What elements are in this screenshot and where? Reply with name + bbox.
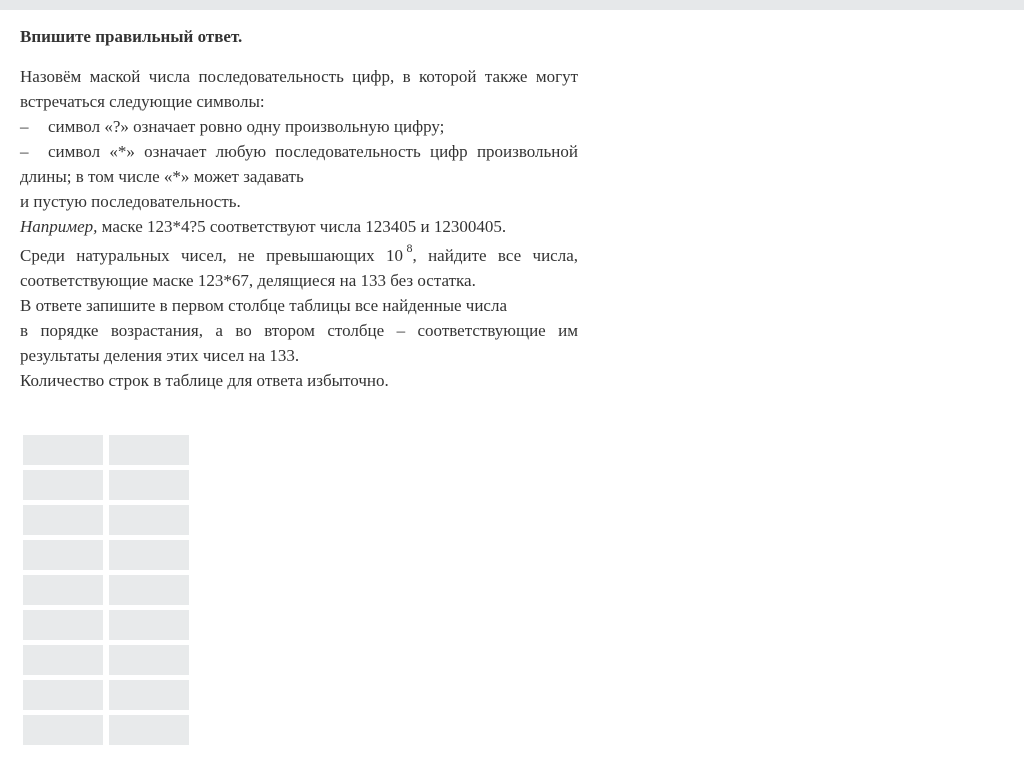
answer-row <box>23 680 189 710</box>
answer-number-input[interactable] <box>23 645 103 675</box>
answer-cell <box>106 680 189 710</box>
top-bar <box>0 0 1024 10</box>
answer-number-input[interactable] <box>23 505 103 535</box>
task-instruction: Впишите правильный ответ. <box>20 27 243 46</box>
example-text: маске 123*4?5 соответствуют числа 123405 и 12300405. <box>97 217 507 236</box>
bullet-1 <box>20 114 578 139</box>
answer-quotient-input[interactable] <box>109 680 189 710</box>
answer-quotient-input[interactable] <box>109 505 189 535</box>
answer-cell <box>23 540 103 570</box>
answer-row <box>23 470 189 500</box>
para2-line1 <box>20 243 578 268</box>
answer-cell <box>106 645 189 675</box>
para2-text-b: , найдите все числа, <box>412 246 578 265</box>
para3-line2: в порядке возрастания, а во втором столбце – соответствующие им <box>20 321 578 340</box>
example-line <box>20 214 578 239</box>
answer-row <box>23 435 189 465</box>
answer-table-body <box>23 435 189 745</box>
answer-number-input[interactable] <box>23 435 103 465</box>
answer-row <box>23 575 189 605</box>
bullet-2-line3: и пустую последовательность. <box>20 192 241 211</box>
answer-number-input[interactable] <box>23 610 103 640</box>
bullet-2-text: символ «*» означает любую последовательность цифр произвольной <box>48 142 578 161</box>
example-italic: Например, <box>20 217 98 236</box>
answer-cell <box>23 435 103 465</box>
answer-quotient-input[interactable] <box>109 435 189 465</box>
para2-line2: соответствующие маске 123*67, делящиеся на 133 без остатка. <box>20 271 476 290</box>
bullet-dash: – <box>20 117 29 136</box>
answer-cell <box>106 575 189 605</box>
para3-line1: В ответе запишите в первом столбце таблицы все найденные числа <box>20 296 508 315</box>
answer-cell <box>106 505 189 535</box>
answer-number-input[interactable] <box>23 540 103 570</box>
answer-row <box>23 505 189 535</box>
answer-quotient-input[interactable] <box>109 470 189 500</box>
para2-text-a: Среди натуральных чисел, не превышающих 10 <box>20 246 404 265</box>
answer-number-input[interactable] <box>23 680 103 710</box>
answer-number-input[interactable] <box>23 715 103 745</box>
answer-number-input[interactable] <box>23 575 103 605</box>
answer-quotient-input[interactable] <box>109 715 189 745</box>
task-content <box>20 26 578 393</box>
answer-quotient-input[interactable] <box>109 540 189 570</box>
para4: Количество строк в таблице для ответа избыточно. <box>20 371 389 390</box>
bullet-2-line1 <box>20 139 578 164</box>
answer-table <box>20 430 192 750</box>
answer-cell <box>23 680 103 710</box>
bullet-1-text: символ «?» означает ровно одну произвольную цифру; <box>48 117 445 136</box>
answer-quotient-input[interactable] <box>109 575 189 605</box>
answer-row <box>23 715 189 745</box>
answer-row <box>23 645 189 675</box>
answer-cell <box>106 470 189 500</box>
answer-cell <box>23 610 103 640</box>
answer-cell <box>106 540 189 570</box>
power-exponent: 8 <box>406 241 413 256</box>
task-text <box>20 64 578 393</box>
bullet-dash: – <box>20 142 29 161</box>
answer-cell <box>23 470 103 500</box>
bullet-2-line2: длины; в том числе «*» может задавать <box>20 167 304 186</box>
answer-cell <box>23 505 103 535</box>
answer-cell <box>106 610 189 640</box>
answer-number-input[interactable] <box>23 470 103 500</box>
answer-quotient-input[interactable] <box>109 610 189 640</box>
answer-cell <box>106 715 189 745</box>
answer-cell <box>106 435 189 465</box>
answer-row <box>23 540 189 570</box>
answer-row <box>23 610 189 640</box>
para1-line2: встречаться следующие символы: <box>20 92 265 111</box>
answer-cell <box>23 715 103 745</box>
para1-line1: Назовём маской числа последовательность цифр, в которой также могут <box>20 67 578 86</box>
para3-line3: результаты деления этих чисел на 133. <box>20 346 300 365</box>
answer-cell <box>23 575 103 605</box>
answer-quotient-input[interactable] <box>109 645 189 675</box>
answer-cell <box>23 645 103 675</box>
